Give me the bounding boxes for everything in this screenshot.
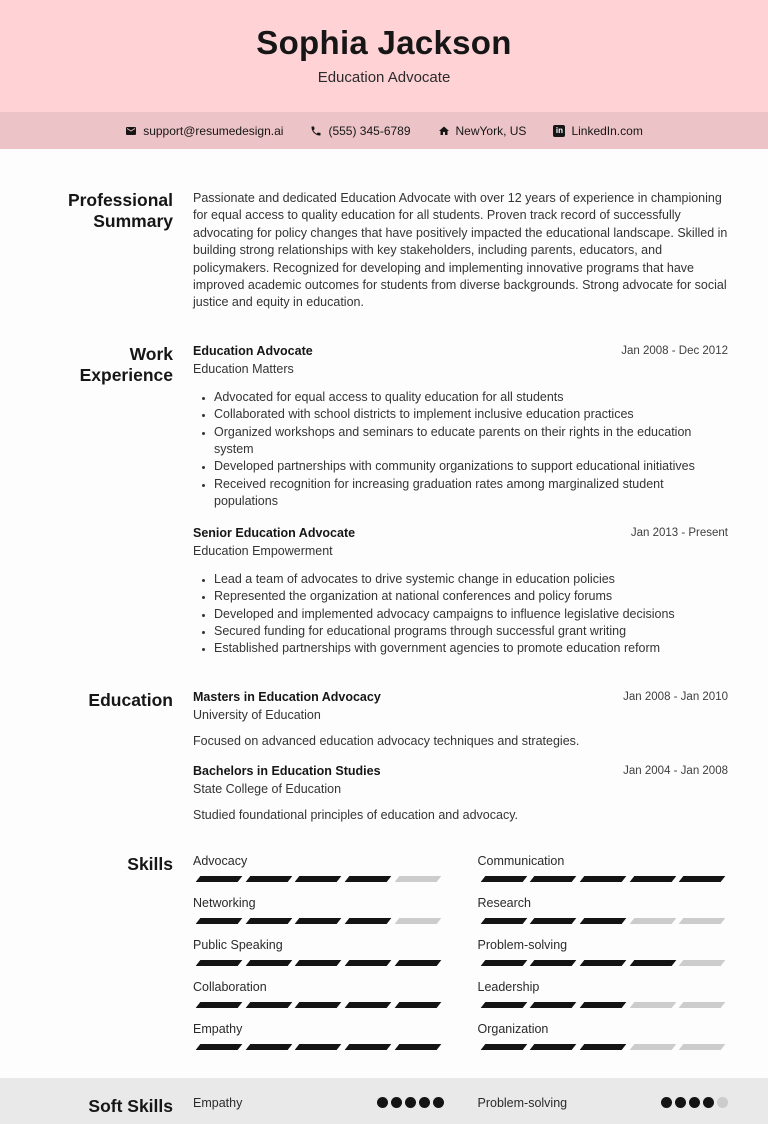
degree-entry-header [193,764,728,796]
job-bullet: • Secured funding for educational programs through successful grant writing [214,623,728,640]
degree-entry-title: Masters in Education Advocacy [193,689,381,704]
skill-bar [193,918,444,924]
skills-heading: Skills [127,853,173,874]
skill-bar-segment [480,1044,526,1050]
skill-bar-segment [295,918,341,924]
skill-name: Networking [193,895,256,910]
job-title-block [193,344,313,376]
work-heading: Work Experience [79,343,173,386]
contact-location-text: NewYork, US [455,123,527,138]
soft-skill-name: Problem-solving [477,1095,568,1110]
job-bullet: • Established partnerships with government agencies to promote education reform [214,640,728,657]
soft-skill-dot [689,1097,700,1108]
skill-bar [193,1002,444,1008]
skill-name: Research [477,895,531,910]
summary-text: Passionate and dedicated Education Advocate with over 12 years of experience in championing for equal access to quality education for all students. Proven track record of successfully advocating for policy changes that have positively impacted the educational landscape. Skilled in building strong relationships with key stakeholders, including parents, educators, and policymakers. Recognized for developing and implementing innovative programs that have improved academic outcomes for students from diverse backgrounds. Strong advocate for social justice and equity in education. [193,191,728,310]
page-title: Sophia Jackson [256,24,512,61]
degree-entry-note: Studied foundational principles of education and advocacy. [193,807,518,822]
job-bullet: • Advocated for equal access to quality education for all students [214,389,728,406]
skill-bar-segment [394,876,440,882]
section-work-experience [40,344,728,658]
skill-bar-segment [196,960,242,966]
skill-name: Leadership [477,979,540,994]
skill-bar-segment [530,1002,576,1008]
contact-bar [0,112,768,149]
skill-bar-segment [394,960,440,966]
skill-bar-segment [530,918,576,924]
skill-name: Collaboration [193,979,267,994]
skill-bar [193,876,444,882]
job-title-block [193,526,355,558]
skill-bar [193,960,444,966]
skill-name: Problem-solving [477,937,568,952]
education-heading: Education [88,689,173,710]
job-bullet: • Collaborated with school districts to implement inclusive education practices [214,406,728,423]
skill-bar-segment [530,876,576,882]
skill-bar-segment [679,1002,725,1008]
job-bullet-list [193,571,728,658]
skill-bar-segment [480,918,526,924]
skill-item [193,1022,444,1050]
skill-bar-segment [580,918,626,924]
job-entry-header [193,526,728,558]
job-bullet: • Organized workshops and seminars to educate parents on their rights in the education system [214,424,728,459]
skill-bar-segment [245,1002,291,1008]
soft-skill-dot [703,1097,714,1108]
skill-bar-segment [345,918,391,924]
soft-skill-dot [419,1097,430,1108]
contact-phone-text: (555) 345-6789 [328,123,411,138]
degree-entry-title: Bachelors in Education Studies [193,763,381,778]
soft-skill-dot [717,1097,728,1108]
skill-item [193,854,444,882]
skill-bar [478,960,729,966]
skill-bar-segment [345,1002,391,1008]
skill-item [478,854,729,882]
job-entry-title: Education Advocate [193,343,313,358]
job-entry [193,526,728,658]
skill-item [478,938,729,966]
skill-bar-segment [629,960,675,966]
skill-bar-segment [480,1002,526,1008]
degree-entry [193,690,728,748]
section-soft-skills [40,1096,728,1124]
contact-phone[interactable] [310,124,410,138]
skill-bar-segment [530,960,576,966]
skills-column [193,854,444,1064]
skill-bar [478,1044,729,1050]
skill-bar-segment [394,1002,440,1008]
job-bullet-list [193,389,728,511]
soft-skill-dot [661,1097,672,1108]
degree-entry-dates: Jan 2008 - Jan 2010 [623,690,728,703]
job-entry-dates: Jan 2008 - Dec 2012 [621,344,728,357]
soft-skill-item [193,1096,444,1110]
skill-bar-segment [629,876,675,882]
skill-item [478,896,729,924]
resume-body [0,149,768,1124]
skill-bar-segment [580,960,626,966]
skill-item [478,980,729,1008]
soft-skill-name: Empathy [193,1095,243,1110]
skill-bar-segment [580,876,626,882]
skill-item [478,1022,729,1050]
skill-item [193,980,444,1008]
skill-bar-segment [245,918,291,924]
skill-bar-segment [245,960,291,966]
skill-bar-segment [480,960,526,966]
skill-name: Public Speaking [193,937,283,952]
soft-skill-dot [405,1097,416,1108]
skill-bar-segment [345,876,391,882]
skill-name: Organization [477,1021,549,1036]
degree-entry [193,764,728,822]
soft-skill-dot [377,1097,388,1108]
job-bullet: • Developed and implemented advocacy campaigns to influence legislative decisions [214,606,728,623]
skill-bar-segment [245,1044,291,1050]
skill-bar [193,1044,444,1050]
skills-grid [193,854,728,1064]
skill-name: Empathy [193,1021,243,1036]
degree-entry-header [193,690,728,722]
degree-entry-school: State College of Education [193,781,342,796]
soft-skill-dot [391,1097,402,1108]
skill-bar-segment [679,960,725,966]
skill-bar-segment [629,918,675,924]
job-entry [193,344,728,511]
job-entry-company: Education Matters [193,361,294,376]
skill-bar-segment [196,1002,242,1008]
section-education [40,690,728,822]
job-list [193,344,728,658]
job-entry-title: Senior Education Advocate [193,525,356,540]
soft-skill-dots [661,1097,728,1108]
job-bullet: • Represented the organization at national conferences and policy forums [214,588,728,605]
skill-bar-segment [530,1044,576,1050]
skill-bar-segment [295,960,341,966]
skill-name: Communication [477,853,565,868]
skill-bar-segment [679,918,725,924]
job-entry-header [193,344,728,376]
contact-location [438,124,527,138]
degree-entry-dates: Jan 2004 - Jan 2008 [623,764,728,777]
skill-item [193,938,444,966]
soft-skill-item [478,1096,729,1110]
skill-bar-segment [295,1002,341,1008]
contact-linkedin-text: LinkedIn.com [571,123,643,138]
job-title-subtitle: Education Advocate [317,69,451,86]
skill-bar [478,1002,729,1008]
email-icon [125,125,137,137]
section-skills [40,854,728,1064]
skill-bar-segment [629,1002,675,1008]
skill-bar-segment [580,1002,626,1008]
degree-list [193,690,728,822]
skill-bar-segment [394,918,440,924]
skill-bar-segment [345,1044,391,1050]
skill-bar-segment [345,960,391,966]
skill-bar-segment [394,1044,440,1050]
skill-bar-segment [679,876,725,882]
job-entry-company: Education Empowerment [193,543,333,558]
skill-bar-segment [295,876,341,882]
contact-email[interactable] [125,124,283,138]
home-icon [438,125,450,137]
skill-bar-segment [629,1044,675,1050]
job-bullet: • Received recognition for increasing graduation rates among marginalized student populations [214,476,728,511]
skill-item [193,896,444,924]
linkedin-icon: in [553,125,565,137]
skill-name: Advocacy [193,853,248,868]
skill-bar-segment [295,1044,341,1050]
skill-bar [478,918,729,924]
skill-bar-segment [580,1044,626,1050]
skill-bar-segment [480,876,526,882]
degree-entry-note: Focused on advanced education advocacy techniques and strategies. [193,733,580,748]
job-bullet: • Developed partnerships with community organizations to support educational initiatives [214,458,728,475]
skills-column [478,854,729,1064]
job-entry-dates: Jan 2013 - Present [630,526,728,539]
soft-skills-column [478,1096,729,1124]
soft-skills-heading: Soft Skills [88,1095,173,1116]
degree-entry-school: University of Education [193,707,321,722]
degree-title-block [193,690,381,722]
soft-skills-column [193,1096,444,1124]
skill-bar-segment [196,918,242,924]
soft-skills-grid [193,1096,728,1124]
skill-bar-segment [196,876,242,882]
contact-email-text: support@resumedesign.ai [143,123,284,138]
soft-skill-dots [377,1097,444,1108]
skill-bar [478,876,729,882]
job-bullet: • Lead a team of advocates to drive systemic change in education policies [214,571,728,588]
phone-icon [310,125,322,137]
skill-bar-segment [245,876,291,882]
soft-skill-dot [433,1097,444,1108]
skill-bar-segment [679,1044,725,1050]
contact-linkedin[interactable] [553,124,642,138]
summary-heading: Professional Summary [67,190,173,232]
skill-bar-segment [196,1044,242,1050]
degree-title-block [193,764,381,796]
soft-skill-dot [675,1097,686,1108]
section-summary [40,190,728,312]
header-banner [0,0,768,112]
